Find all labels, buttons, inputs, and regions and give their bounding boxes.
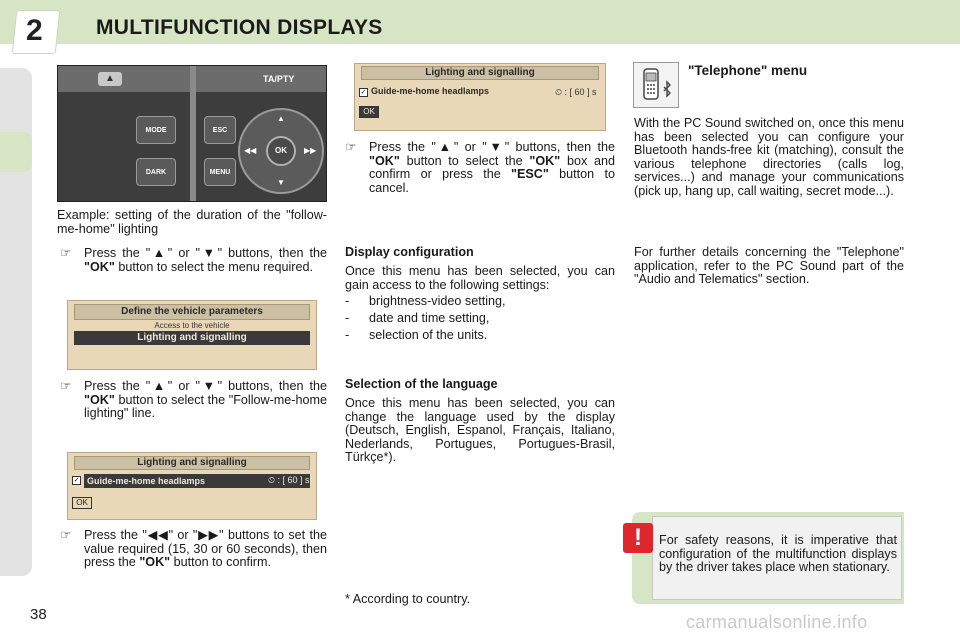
- step-2: ☞ Press the "▲" or "▼" buttons, then the "OK" button to select the "Follow-me-home lighting" line.: [60, 379, 327, 421]
- mode-button-photo: MODE: [136, 116, 176, 144]
- screen-title: Lighting and signalling: [361, 66, 599, 80]
- menu-button-photo: MENU: [204, 158, 236, 186]
- screen-title: Define the vehicle parameters: [74, 304, 310, 320]
- screen-row-label: Guide-me-home headlamps: [371, 86, 490, 96]
- display-config-intro: Once this menu has been selected, you can gain access to the following settings:: [345, 264, 615, 292]
- screen-highlighted-item: Lighting and signalling: [74, 331, 310, 345]
- photo-divider: [190, 66, 196, 202]
- pointing-hand-icon: ☞: [345, 140, 357, 154]
- eject-icon: ▲: [98, 72, 122, 86]
- warning-exclamation-icon: !: [623, 523, 653, 553]
- screen-highlighted-item: Guide-me-home headlamps: [84, 474, 310, 488]
- list-item: - date and time setting,: [345, 311, 490, 325]
- screen-title: Lighting and signalling: [74, 456, 310, 470]
- checkbox-icon: ✓: [73, 477, 80, 484]
- ok-button-photo: OK: [266, 136, 296, 166]
- checkbox-icon: ✓: [360, 89, 367, 96]
- photo-caption: Example: setting of the duration of the "follow-me-home" lighting: [57, 208, 327, 236]
- page-title: MULTIFUNCTION DISPLAYS: [96, 16, 383, 39]
- duration-readout: ⏲ : [ 60 ] s: [555, 87, 597, 97]
- further-details: For further details concerning the "Telephone" application, refer to the PC Sound part of the "Audio and Telematics" section.: [634, 245, 904, 287]
- warning-text: For safety reasons, it is imperative that configuration of the multifunction displays by the driver takes place when stationary.: [659, 533, 897, 575]
- pointing-hand-icon: ☞: [60, 528, 72, 542]
- arrow-down-icon: ▼: [277, 178, 285, 187]
- list-item: - selection of the units.: [345, 328, 488, 342]
- tapty-label: TA/PTY: [263, 74, 295, 84]
- chapter-number: 2: [26, 14, 43, 47]
- control-panel-photo: [57, 65, 327, 202]
- language-body: Once this menu has been selected, you can change the language used by the display (Deutsch, English, Espanol, Français, Italiano, Nederlands, Portugues, Portugues-Brasil, Türkçe*).: [345, 396, 615, 465]
- page-number: 38: [30, 606, 47, 623]
- arrow-up-icon: ▲: [277, 114, 285, 123]
- step-1: ☞ Press the "▲" or "▼" buttons, then the "OK" button to select the menu required.: [60, 246, 327, 274]
- telephone-body: With the PC Sound switched on, once this menu has been selected you can configure your Bluetooth hands-free kit (matching), consult the various telephone directories (calls log, services...) and manage your communications (pick up, hang up, call waiting, secret mode...).: [634, 116, 904, 198]
- esc-button-photo: ESC: [204, 116, 236, 144]
- list-item: - brightness-video setting,: [345, 294, 506, 308]
- step-4: ☞ Press the "▲" or "▼" buttons, then the "OK" button to select the "OK" box and confirm or press the "ESC" button to cancel.: [345, 140, 615, 195]
- watermark: carmanualsonline.info: [686, 612, 868, 632]
- telephone-heading: "Telephone" menu: [688, 63, 808, 78]
- lcd-screen-guide-me-home: [67, 452, 317, 520]
- language-heading: Selection of the language: [345, 377, 498, 391]
- screen-subtitle: Access to the vehicle: [154, 321, 230, 330]
- side-tab-active: [0, 132, 32, 172]
- display-config-heading: Display configuration: [345, 245, 474, 259]
- lcd-screen-ok-selected: [354, 63, 606, 131]
- pointing-hand-icon: ☞: [60, 246, 72, 260]
- fast-forward-icon: ▶▶: [304, 146, 317, 155]
- step-3: ☞ Press the "◀◀" or "▶▶" buttons to set the value required (15, 30 or 60 seconds), then press the "OK" button to confirm.: [60, 528, 327, 570]
- rewind-icon: ◀◀: [244, 146, 257, 155]
- footnote: * According to country.: [345, 592, 471, 606]
- lcd-screen-vehicle-parameters: [67, 300, 317, 370]
- duration-readout: ⏲ : [ 60 ] s: [268, 475, 310, 485]
- dark-button-photo: DARK: [136, 158, 176, 186]
- telephone-icon: [633, 62, 679, 108]
- pointing-hand-icon: ☞: [60, 379, 72, 393]
- screen-ok-box-highlighted: OK: [359, 106, 379, 118]
- screen-ok-box: OK: [72, 497, 92, 509]
